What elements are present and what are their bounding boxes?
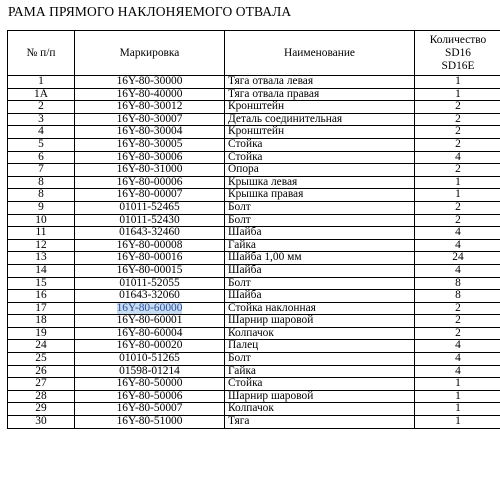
row-name: Кронштейн bbox=[228, 100, 285, 113]
row-quantity: 24 bbox=[452, 251, 464, 264]
row-number-cell bbox=[8, 126, 75, 139]
row-quantity: 2 bbox=[455, 314, 461, 327]
row-name-cell bbox=[225, 315, 415, 328]
row-code-cell bbox=[75, 164, 225, 177]
row-number-cell bbox=[8, 239, 75, 252]
row-name: Гайка bbox=[228, 239, 256, 251]
row-code-cell bbox=[75, 101, 225, 114]
row-name-cell bbox=[225, 403, 415, 416]
row-quantity: 1 bbox=[455, 176, 461, 188]
row-name: Кронштейн bbox=[228, 125, 285, 138]
header-name: Наименование bbox=[225, 31, 415, 76]
row-name: Тяга отвала левая bbox=[228, 75, 314, 87]
row-number: 24 bbox=[35, 339, 47, 352]
row-name: Крышка правая bbox=[228, 188, 304, 201]
row-code: 16Y-80-31000 bbox=[116, 163, 183, 176]
row-quantity-cell bbox=[415, 264, 500, 277]
row-name-cell bbox=[225, 416, 415, 429]
row-code: 01643-32460 bbox=[119, 226, 180, 239]
row-code-cell bbox=[75, 290, 225, 303]
table-row bbox=[8, 176, 500, 189]
row-number-cell bbox=[8, 227, 75, 240]
row-code: 16Y-80-30006 bbox=[116, 151, 183, 163]
row-quantity: 1 bbox=[455, 402, 461, 415]
row-quantity-cell bbox=[415, 239, 500, 252]
row-quantity: 2 bbox=[455, 113, 461, 125]
row-quantity-cell bbox=[415, 214, 500, 227]
row-number-cell bbox=[8, 113, 75, 126]
row-code-cell bbox=[75, 378, 225, 391]
row-name-cell bbox=[225, 126, 415, 139]
row-name-cell bbox=[225, 327, 415, 340]
table-row bbox=[8, 378, 500, 391]
row-number-cell bbox=[8, 390, 75, 403]
row-quantity: 1 bbox=[455, 188, 461, 201]
row-code-cell bbox=[75, 201, 225, 214]
row-number-cell bbox=[8, 138, 75, 151]
row-quantity: 2 bbox=[455, 214, 461, 226]
row-quantity-cell bbox=[415, 403, 500, 416]
table-row bbox=[8, 76, 500, 89]
row-number-cell bbox=[8, 277, 75, 290]
row-name: Стойка наклонная bbox=[228, 302, 316, 314]
row-quantity: 8 bbox=[455, 289, 461, 302]
row-quantity-cell bbox=[415, 290, 500, 303]
row-code-cell bbox=[75, 189, 225, 202]
row-quantity-cell bbox=[415, 277, 500, 290]
row-number-cell bbox=[8, 327, 75, 340]
row-number: 14 bbox=[35, 264, 47, 276]
row-number-cell bbox=[8, 264, 75, 277]
table-row bbox=[8, 126, 500, 139]
row-code-cell bbox=[75, 315, 225, 328]
table-header-row bbox=[8, 31, 500, 76]
table-row bbox=[8, 88, 500, 101]
row-name-cell bbox=[225, 76, 415, 89]
row-quantity-cell bbox=[415, 176, 500, 189]
row-name: Колпачок bbox=[228, 402, 274, 415]
row-number: 18 bbox=[35, 314, 47, 327]
row-number-cell bbox=[8, 315, 75, 328]
row-number-cell bbox=[8, 189, 75, 202]
row-quantity: 1 bbox=[455, 75, 461, 87]
row-quantity: 1 bbox=[455, 88, 461, 100]
table-row bbox=[8, 403, 500, 416]
row-quantity: 4 bbox=[455, 226, 461, 239]
row-code: 01011-52430 bbox=[119, 214, 180, 226]
row-code: 16Y-80-00016 bbox=[116, 251, 183, 264]
row-number: 11 bbox=[35, 226, 47, 239]
row-name: Палец bbox=[228, 339, 259, 352]
row-name: Шарнир шаровой bbox=[228, 390, 314, 402]
row-name-cell bbox=[225, 252, 415, 265]
row-name-cell bbox=[225, 151, 415, 164]
row-number-cell bbox=[8, 88, 75, 101]
row-number: 8 bbox=[38, 176, 44, 188]
row-name: Шайба bbox=[228, 264, 262, 276]
row-code-cell bbox=[75, 214, 225, 227]
row-number: 12 bbox=[35, 239, 47, 251]
row-name-cell bbox=[225, 164, 415, 177]
table-row bbox=[8, 252, 500, 265]
row-code-cell bbox=[75, 264, 225, 277]
row-name: Шайба bbox=[228, 289, 262, 302]
row-code-cell bbox=[75, 390, 225, 403]
row-quantity-cell bbox=[415, 201, 500, 214]
row-name: Крышка левая bbox=[228, 176, 298, 188]
row-number: 5 bbox=[38, 138, 44, 150]
table-row bbox=[8, 390, 500, 403]
row-number: 7 bbox=[38, 163, 44, 176]
row-code-cell bbox=[75, 227, 225, 240]
row-number: 16 bbox=[35, 289, 47, 302]
row-number: 10 bbox=[35, 214, 47, 226]
parts-table bbox=[7, 30, 500, 429]
row-quantity-cell bbox=[415, 101, 500, 114]
row-number-cell bbox=[8, 164, 75, 177]
row-quantity: 4 bbox=[455, 151, 461, 163]
header-model-sd16e: SD16E bbox=[441, 59, 475, 72]
row-number-cell bbox=[8, 378, 75, 391]
row-name-cell bbox=[225, 214, 415, 227]
row-code: 01010-51265 bbox=[119, 352, 180, 365]
row-quantity: 4 bbox=[455, 352, 461, 365]
row-quantity-cell bbox=[415, 189, 500, 202]
row-name-cell bbox=[225, 277, 415, 290]
row-code-cell bbox=[75, 340, 225, 353]
row-quantity: 2 bbox=[455, 100, 461, 113]
row-code: 16Y-80-30007 bbox=[116, 113, 183, 125]
row-name-cell bbox=[225, 239, 415, 252]
table-row bbox=[8, 189, 500, 202]
table-row bbox=[8, 101, 500, 114]
header-code: Маркировка bbox=[75, 31, 225, 76]
table-row bbox=[8, 416, 500, 429]
row-quantity-cell bbox=[415, 378, 500, 391]
table-row bbox=[8, 340, 500, 353]
row-code: 16Y-80-60001 bbox=[116, 314, 183, 327]
row-quantity: 2 bbox=[455, 201, 461, 213]
row-code-cell bbox=[75, 239, 225, 252]
row-name-cell bbox=[225, 138, 415, 151]
row-number: 9 bbox=[38, 201, 44, 213]
row-number: 13 bbox=[35, 251, 47, 264]
row-name-cell bbox=[225, 378, 415, 391]
header-quantity-label: Количество bbox=[429, 33, 487, 46]
row-quantity-cell bbox=[415, 113, 500, 126]
row-quantity-cell bbox=[415, 76, 500, 89]
row-number: 27 bbox=[35, 377, 47, 390]
row-name: Тяга отвала правая bbox=[228, 88, 320, 100]
row-number: 30 bbox=[35, 415, 47, 428]
row-name-cell bbox=[225, 227, 415, 240]
row-name-cell bbox=[225, 201, 415, 214]
row-name-cell bbox=[225, 390, 415, 403]
row-number: 1A bbox=[34, 88, 48, 100]
table-row bbox=[8, 315, 500, 328]
row-number-cell bbox=[8, 214, 75, 227]
row-quantity: 2 bbox=[455, 327, 461, 339]
row-quantity-cell bbox=[415, 340, 500, 353]
row-quantity-cell bbox=[415, 88, 500, 101]
document-title: РАМА ПРЯМОГО НАКЛОНЯЕМОГО ОТВАЛА bbox=[8, 4, 292, 19]
row-name: Стойка bbox=[228, 377, 263, 390]
row-number-cell bbox=[8, 201, 75, 214]
row-number-cell bbox=[8, 302, 75, 315]
header-number: № п/п bbox=[8, 31, 75, 76]
row-number: 15 bbox=[35, 277, 47, 289]
row-name: Шарнир шаровой bbox=[228, 314, 314, 327]
row-name: Деталь соединительная bbox=[228, 113, 343, 125]
row-code: 16Y-80-30005 bbox=[116, 138, 183, 150]
row-name: Стойка bbox=[228, 138, 263, 150]
row-code: 16Y-80-50007 bbox=[116, 402, 183, 415]
table-row bbox=[8, 164, 500, 177]
row-number-cell bbox=[8, 403, 75, 416]
row-quantity: 1 bbox=[455, 377, 461, 390]
row-quantity: 2 bbox=[455, 125, 461, 138]
row-name-cell bbox=[225, 353, 415, 366]
row-code: 16Y-80-60000 bbox=[116, 302, 183, 314]
row-quantity-cell bbox=[415, 390, 500, 403]
row-quantity-cell bbox=[415, 227, 500, 240]
row-code-cell bbox=[75, 88, 225, 101]
row-number-cell bbox=[8, 290, 75, 303]
row-code-cell bbox=[75, 252, 225, 265]
row-code: 16Y-80-30004 bbox=[116, 125, 183, 138]
row-number: 19 bbox=[35, 327, 47, 339]
row-code: 16Y-80-00020 bbox=[116, 339, 183, 352]
table-row bbox=[8, 201, 500, 214]
row-number: 29 bbox=[35, 402, 47, 415]
row-name: Колпачок bbox=[228, 327, 274, 339]
row-quantity: 2 bbox=[455, 302, 461, 314]
row-number: 3 bbox=[38, 113, 44, 125]
row-name-cell bbox=[225, 88, 415, 101]
row-code: 16Y-80-51000 bbox=[116, 415, 183, 428]
row-code-cell bbox=[75, 138, 225, 151]
row-code: 16Y-80-40000 bbox=[116, 88, 183, 100]
row-name: Шайба 1,00 мм bbox=[228, 251, 302, 264]
row-quantity-cell bbox=[415, 315, 500, 328]
row-quantity: 1 bbox=[455, 390, 461, 402]
row-quantity: 2 bbox=[455, 138, 461, 150]
row-name: Опора bbox=[228, 163, 259, 176]
row-name: Болт bbox=[228, 352, 251, 365]
table-row bbox=[8, 290, 500, 303]
row-code-cell bbox=[75, 302, 225, 315]
row-quantity-cell bbox=[415, 252, 500, 265]
row-number: 17 bbox=[35, 302, 47, 314]
row-code-cell bbox=[75, 365, 225, 378]
row-number: 4 bbox=[38, 125, 44, 138]
row-name-cell bbox=[225, 290, 415, 303]
row-code-cell bbox=[75, 403, 225, 416]
row-name: Гайка bbox=[228, 365, 256, 377]
row-number-cell bbox=[8, 365, 75, 378]
row-code-cell bbox=[75, 176, 225, 189]
row-quantity: 4 bbox=[455, 264, 461, 276]
row-quantity-cell bbox=[415, 353, 500, 366]
table-row bbox=[8, 302, 500, 315]
row-quantity: 2 bbox=[455, 163, 461, 176]
table-row bbox=[8, 151, 500, 164]
row-quantity-cell bbox=[415, 327, 500, 340]
row-quantity: 4 bbox=[455, 365, 461, 377]
row-code: 01011-52465 bbox=[119, 201, 180, 213]
row-code: 01643-32060 bbox=[119, 289, 180, 302]
table-row bbox=[8, 113, 500, 126]
row-name-cell bbox=[225, 101, 415, 114]
row-number: 25 bbox=[35, 352, 47, 365]
table-row bbox=[8, 214, 500, 227]
row-name-cell bbox=[225, 176, 415, 189]
row-number: 8 bbox=[38, 188, 44, 201]
row-code: 16Y-80-50000 bbox=[116, 377, 183, 390]
row-name-cell bbox=[225, 264, 415, 277]
table-row bbox=[8, 327, 500, 340]
row-name: Стойка bbox=[228, 151, 263, 163]
row-code: 16Y-80-00006 bbox=[116, 176, 183, 188]
row-number: 26 bbox=[35, 365, 47, 377]
row-code-cell bbox=[75, 327, 225, 340]
row-number: 28 bbox=[35, 390, 47, 402]
row-code: 16Y-80-60004 bbox=[116, 327, 183, 339]
row-code: 16Y-80-00015 bbox=[116, 264, 183, 276]
row-number-cell bbox=[8, 176, 75, 189]
row-number: 2 bbox=[38, 100, 44, 113]
table-row bbox=[8, 365, 500, 378]
table-row bbox=[8, 138, 500, 151]
row-code-cell bbox=[75, 126, 225, 139]
row-quantity-cell bbox=[415, 138, 500, 151]
row-code-cell bbox=[75, 151, 225, 164]
row-name: Болт bbox=[228, 214, 251, 226]
row-code: 01011-52055 bbox=[119, 277, 180, 289]
row-name-cell bbox=[225, 113, 415, 126]
row-quantity-cell bbox=[415, 365, 500, 378]
table-row bbox=[8, 264, 500, 277]
row-name: Тяга bbox=[228, 415, 250, 428]
row-name: Болт bbox=[228, 201, 251, 213]
row-code-cell bbox=[75, 76, 225, 89]
row-code: 01598-01214 bbox=[119, 365, 180, 377]
row-quantity-cell bbox=[415, 126, 500, 139]
row-code: 16Y-80-00008 bbox=[116, 239, 183, 251]
row-name-cell bbox=[225, 189, 415, 202]
row-name-cell bbox=[225, 302, 415, 315]
row-quantity: 4 bbox=[455, 239, 461, 251]
row-name-cell bbox=[225, 365, 415, 378]
row-code-cell bbox=[75, 353, 225, 366]
table-row bbox=[8, 277, 500, 290]
row-number: 6 bbox=[38, 151, 44, 163]
row-number-cell bbox=[8, 416, 75, 429]
row-quantity-cell bbox=[415, 416, 500, 429]
table-row bbox=[8, 353, 500, 366]
row-number-cell bbox=[8, 340, 75, 353]
row-name: Болт bbox=[228, 277, 251, 289]
row-quantity-cell bbox=[415, 302, 500, 315]
row-number-cell bbox=[8, 252, 75, 265]
row-quantity: 4 bbox=[455, 339, 461, 352]
row-code: 16Y-80-00007 bbox=[116, 188, 183, 201]
row-code-cell bbox=[75, 277, 225, 290]
row-name-cell bbox=[225, 340, 415, 353]
row-code: 16Y-80-30012 bbox=[116, 100, 183, 113]
row-name: Шайба bbox=[228, 226, 262, 239]
row-number-cell bbox=[8, 101, 75, 114]
row-number-cell bbox=[8, 151, 75, 164]
table-row bbox=[8, 239, 500, 252]
row-code: 16Y-80-50006 bbox=[116, 390, 183, 402]
row-code-cell bbox=[75, 416, 225, 429]
table-row bbox=[8, 227, 500, 240]
row-quantity-cell bbox=[415, 164, 500, 177]
row-number-cell bbox=[8, 353, 75, 366]
row-number-cell bbox=[8, 76, 75, 89]
row-code-cell bbox=[75, 113, 225, 126]
row-quantity: 8 bbox=[455, 277, 461, 289]
row-quantity-cell bbox=[415, 151, 500, 164]
row-quantity: 1 bbox=[455, 415, 461, 428]
header-model-sd16: SD16 bbox=[445, 46, 471, 59]
row-number: 1 bbox=[38, 75, 44, 87]
row-code: 16Y-80-30000 bbox=[116, 75, 183, 87]
header-quantity bbox=[415, 31, 500, 76]
